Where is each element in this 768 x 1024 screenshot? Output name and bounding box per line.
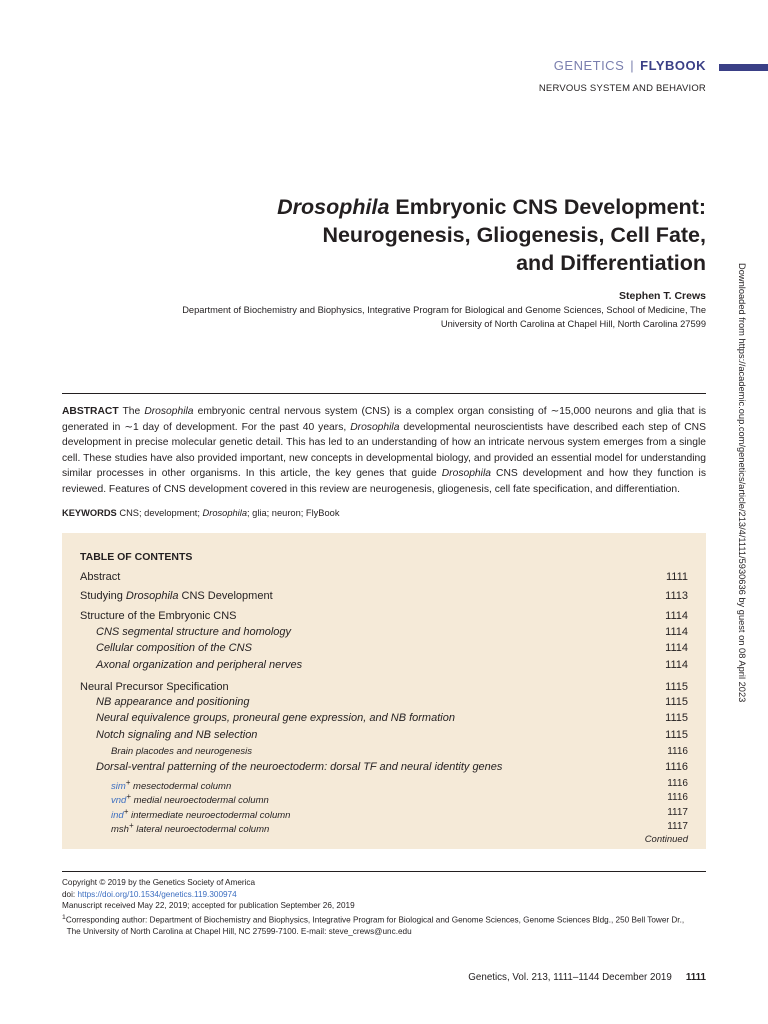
toc-entry-title: Axonal organization and peripheral nerves (96, 659, 303, 671)
toc-page-number: 1115 (665, 712, 688, 724)
toc-page-number: 1114 (665, 659, 688, 671)
title-line3: and Differentiation (516, 251, 706, 275)
keywords-italic: Drosophila (202, 508, 247, 518)
toc-page-number: 1116 (665, 761, 688, 773)
abstract-italic: Drosophila (350, 421, 400, 433)
toc-page-number: 1111 (665, 571, 688, 583)
keywords-text: CNS; development; (116, 508, 203, 518)
toc-page-number: 1114 (665, 642, 688, 654)
toc-page-number: 1113 (665, 590, 688, 602)
toc-entry-title: sim+ mesectodermal column (111, 778, 232, 793)
toc-entry-title: msh+ lateral neuroectodermal column (111, 821, 270, 836)
affiliation-line2: University of North Carolina at Chapel Hill, North Carolina 27599 (440, 319, 706, 329)
footnote-divider (62, 871, 706, 872)
abstract-text: The (118, 406, 145, 417)
toc-entry-title: CNS segmental structure and homology (96, 626, 292, 638)
toc-page-number: 1116 (667, 746, 688, 757)
table-of-contents (62, 533, 706, 849)
download-note: Downloaded from https://academic.oup.com/genetics/article/213/4/1111/5930636 by guest on 08 April 2023 (737, 263, 747, 703)
section-label: NERVOUS SYSTEM AND BEHAVIOR (538, 83, 706, 94)
abstract-label: ABSTRACT (62, 406, 119, 417)
toc-page-number: 1116 (667, 792, 688, 803)
citation-line (468, 972, 706, 983)
author-affiliation (146, 303, 706, 331)
toc-page-number: 1117 (667, 821, 688, 832)
toc-page-number: 1114 (665, 610, 688, 622)
toc-entry-title: NB appearance and positioning (96, 696, 250, 708)
series-name: FLYBOOK (640, 58, 706, 73)
toc-entry-title: vnd+ medial neuroectodermal column (111, 792, 269, 807)
header-separator: | (630, 58, 635, 73)
journal-header (554, 58, 706, 73)
toc-page-number: 1115 (665, 681, 688, 693)
toc-entry-title: Neural Precursor Specification (80, 681, 229, 693)
toc-entry-title: Notch signaling and NB selection (96, 729, 258, 741)
citation-text: Genetics, Vol. 213, 1111–1144 December 2019 (468, 972, 672, 983)
title-line2: Neurogenesis, Gliogenesis, Cell Fate, (322, 223, 706, 247)
toc-entry-title: Studying Drosophila CNS Development (80, 590, 273, 602)
toc-entry-title: ind+ intermediate neuroectodermal column (111, 807, 291, 822)
toc-page-number: 1117 (667, 807, 688, 818)
abstract-italic: Drosophila (144, 406, 194, 417)
toc-entry-title: Dorsal-ventral patterning of the neuroectoderm: dorsal TF and neural identity genes (96, 761, 503, 773)
abstract-text: CNS development and how they function is reviewed. Features of CNS development covered in this review are neurogenesis, gliogenesis, cell fate specification, and differentiation. (62, 468, 706, 495)
toc-entry-title: Structure of the Embryonic CNS (80, 610, 237, 622)
abstract-text: developmental neuroscientists have described each step of CNS development in precise molecular genetic detail. This has led to an understanding of how an intricate nervous system emerges from a single cell. These studies have also provided important, new concepts in developmental biology, and provided an essential model for understanding similar processes in other organisms. In this article, the key genes that guide (62, 421, 706, 480)
copyright-line: Copyright © 2019 by the Genetics Society of America (62, 878, 256, 887)
corresponding-author: $^1$Corresponding author: Department of Biochemistry and Biophysics, Integrative Program for Biological and Genome Sciences, Genome Sciences Bldg., 250 Bell Tower Dr., The University of North Carolina at Chapel Hill, NC 27599-7100. E-mail: steve_crews@unc.edu (62, 913, 685, 937)
abstract-paragraph (62, 404, 706, 498)
footnotes (62, 877, 712, 938)
toc-entry-title: Abstract (80, 571, 121, 583)
header-accent-bar (719, 64, 768, 71)
abstract-divider (62, 393, 706, 394)
title-line1: Embryonic CNS Development: (389, 195, 706, 219)
title-italic: Drosophila (277, 195, 390, 219)
toc-page-number: 1115 (665, 729, 688, 741)
toc-page-number: 1116 (667, 778, 688, 789)
keywords-line (62, 508, 706, 518)
toc-entry-title: Neural equivalence groups, proneural gene expression, and NB formation (96, 712, 455, 724)
article-title (186, 193, 706, 277)
doi-line: doi: https://doi.org/10.1534/genetics.119.300974 (62, 889, 237, 899)
toc-page-number: 1114 (665, 626, 688, 638)
doi-link[interactable]: https://doi.org/10.1534/genetics.119.300974 (77, 889, 237, 899)
keywords-text: ; glia; neuron; FlyBook (247, 508, 340, 518)
toc-continued: Continued (644, 834, 688, 845)
page-number: 1111 (685, 972, 706, 983)
manuscript-dates: Manuscript received May 22, 2019; accepted for publication September 26, 2019 (62, 901, 355, 911)
download-sidebar (733, 263, 749, 763)
abstract-italic: Drosophila (441, 468, 491, 480)
journal-name: GENETICS (553, 58, 625, 73)
toc-page-number: 1115 (665, 696, 688, 708)
toc-heading: TABLE OF CONTENTS (80, 551, 193, 563)
affiliation-line1: Department of Biochemistry and Biophysics, Integrative Program for Biological and Genome Sciences, School of Medicine, The (182, 305, 706, 315)
abstract-text: embryonic central nervous system (CNS) is a complex organ consisting of ∼15,000 neurons and glia that is generated in ∼1 day of development. For the past 40 years, (62, 406, 707, 433)
toc-entry-title: Brain placodes and neurogenesis (111, 746, 253, 757)
author-name: Stephen T. Crews (619, 290, 706, 302)
toc-entry-title: Cellular composition of the CNS (96, 642, 252, 654)
keywords-label: KEYWORDS (62, 508, 117, 518)
